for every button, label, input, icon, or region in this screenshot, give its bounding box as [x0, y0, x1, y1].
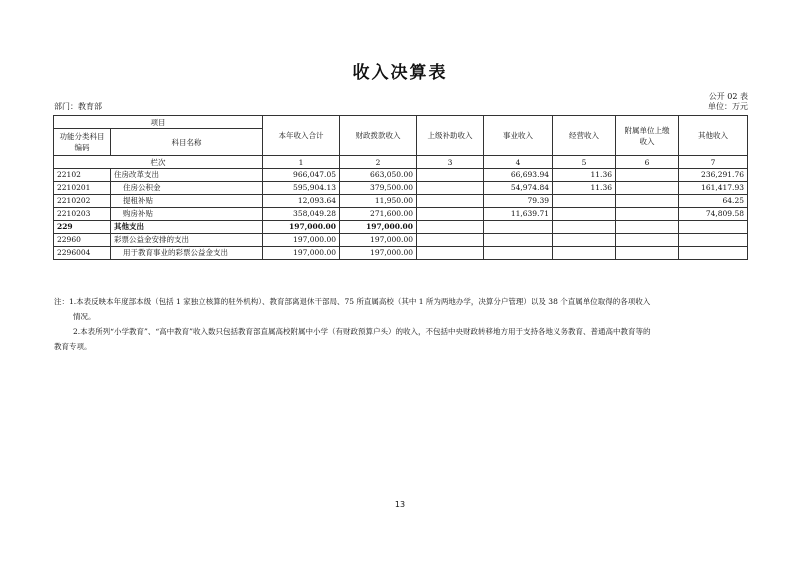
header-index-label: 栏次 [54, 156, 263, 169]
header-col-1: 本年收入合计 [263, 116, 340, 156]
row-value [553, 208, 616, 221]
row-value: 271,600.00 [340, 208, 417, 221]
row-value: 11,639.71 [484, 208, 553, 221]
header-col-5: 经营收入 [553, 116, 616, 156]
table-body [54, 169, 748, 260]
row-subject-name: 其他支出 [111, 221, 263, 234]
table-row [54, 221, 748, 234]
table-row [54, 195, 748, 208]
note-2-continued: 教育专项。 [54, 342, 92, 351]
row-subject-name: 用于教育事业的彩票公益金支出 [111, 247, 263, 260]
header-class-code: 功能分类科目编码 [54, 129, 111, 156]
row-value [484, 221, 553, 234]
note-1: 注：1.本表反映本年度部本级（包括 1 家独立核算的驻外机构）、教育部离退休干部局、75 所直属高校（其中 1 所为两地办学，决算分户管理）以及 38 个直属单位取得的各项收入 [54, 297, 651, 306]
row-value: 11.36 [553, 182, 616, 195]
row-code: 229 [54, 221, 111, 234]
row-subject-name: 提租补贴 [111, 195, 263, 208]
row-value [484, 234, 553, 247]
table-row [54, 182, 748, 195]
row-value [417, 182, 484, 195]
row-value: 11.36 [553, 169, 616, 182]
row-value: 74,809.58 [679, 208, 748, 221]
row-value [679, 234, 748, 247]
notes [54, 294, 748, 354]
page-number: 13 [394, 500, 406, 509]
row-value: 197,000.00 [263, 247, 340, 260]
row-value: 358,049.28 [263, 208, 340, 221]
row-value [417, 169, 484, 182]
header-col-4: 事业收入 [484, 116, 553, 156]
row-value: 197,000.00 [263, 234, 340, 247]
row-value: 379,500.00 [340, 182, 417, 195]
row-value: 236,291.76 [679, 169, 748, 182]
row-value: 12,093.64 [263, 195, 340, 208]
row-value [417, 247, 484, 260]
header-col-3: 上级补助收入 [417, 116, 484, 156]
row-code: 2296004 [54, 247, 111, 260]
table-row [54, 169, 748, 182]
row-subject-name: 住房改革支出 [111, 169, 263, 182]
row-value [616, 195, 679, 208]
row-value [679, 247, 748, 260]
row-value: 64.25 [679, 195, 748, 208]
row-subject-name: 彩票公益金安排的支出 [111, 234, 263, 247]
row-value: 11,950.00 [340, 195, 417, 208]
row-value: 966,047.05 [263, 169, 340, 182]
header-subject-name: 科目名称 [111, 129, 263, 156]
header-col-6: 附属单位上缴收入 [616, 116, 679, 156]
row-code: 2210203 [54, 208, 111, 221]
index-number: 6 [616, 156, 679, 169]
row-value [553, 247, 616, 260]
row-value [616, 208, 679, 221]
table-row [54, 247, 748, 260]
row-value [417, 234, 484, 247]
row-value [616, 182, 679, 195]
row-value: 54,974.84 [484, 182, 553, 195]
row-code: 2210202 [54, 195, 111, 208]
index-number: 2 [340, 156, 417, 169]
row-code: 22960 [54, 234, 111, 247]
header-col-7: 其他收入 [679, 116, 748, 156]
row-value: 197,000.00 [263, 221, 340, 234]
index-number: 7 [679, 156, 748, 169]
income-table [53, 115, 748, 260]
header-col-2: 财政拨款收入 [340, 116, 417, 156]
row-subject-name: 住房公积金 [111, 182, 263, 195]
row-value [553, 234, 616, 247]
page-title: 收入决算表 [352, 63, 448, 83]
row-value: 663,050.00 [340, 169, 417, 182]
note-2: 2.本表所列“小学教育”、“高中教育”收入数只包括教育部直属高校附属中小学（有财政预算户头）的收入，不包括中央财政转移地方用于支持各地义务教育、普通高中教育等的 [73, 327, 651, 336]
row-value [553, 195, 616, 208]
table-row [54, 234, 748, 247]
row-value: 595,904.13 [263, 182, 340, 195]
index-number: 3 [417, 156, 484, 169]
row-code: 22102 [54, 169, 111, 182]
index-number: 1 [263, 156, 340, 169]
row-value [616, 247, 679, 260]
row-value: 197,000.00 [340, 234, 417, 247]
note-1-continued: 情况。 [73, 312, 96, 321]
index-number: 5 [553, 156, 616, 169]
row-value: 197,000.00 [340, 221, 417, 234]
header-item: 项目 [54, 116, 263, 129]
row-subject-name: 购房补贴 [111, 208, 263, 221]
index-number: 4 [484, 156, 553, 169]
row-value: 66,693.94 [484, 169, 553, 182]
row-value [616, 221, 679, 234]
department-label: 部门：教育部 [54, 102, 102, 111]
row-value [417, 208, 484, 221]
row-value [417, 221, 484, 234]
form-number: 公开 02 表 [708, 92, 748, 101]
row-value [616, 234, 679, 247]
row-value [553, 221, 616, 234]
row-value: 161,417.93 [679, 182, 748, 195]
row-value [417, 195, 484, 208]
unit-label: 单位：万元 [708, 102, 748, 111]
row-value: 79.39 [484, 195, 553, 208]
row-value [484, 247, 553, 260]
row-value: 197,000.00 [340, 247, 417, 260]
row-value [616, 169, 679, 182]
row-code: 2210201 [54, 182, 111, 195]
table-row [54, 208, 748, 221]
row-value [679, 221, 748, 234]
